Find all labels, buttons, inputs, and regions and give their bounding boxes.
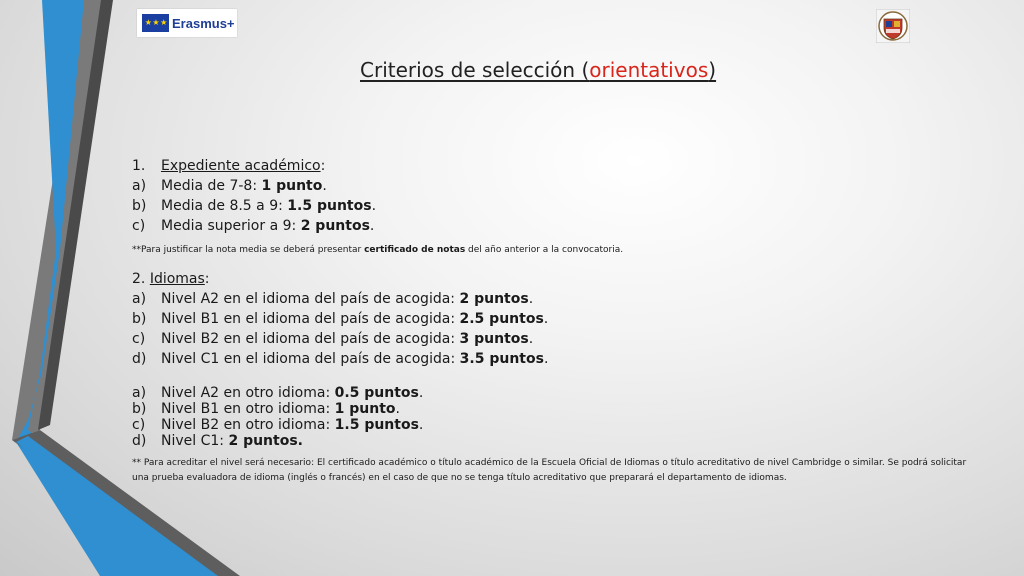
grades-note: **Para justificar la nota media se deberá presentar certificado de notas del año anterior a la convocatoria. <box>132 245 624 255</box>
list-marker: 2. <box>132 271 150 287</box>
section-suffix: : <box>320 158 326 174</box>
item-text: Media superior a 9: <box>161 218 301 234</box>
item-points: 0.5 puntos <box>334 385 419 401</box>
section-label: Expediente académico <box>161 158 321 174</box>
list-item <box>132 417 972 433</box>
item-text: Nivel A2 en el idioma del país de acogida: <box>161 291 460 307</box>
item-points: 2 puntos. <box>228 433 303 449</box>
item-tail: . <box>371 198 377 214</box>
item-text: Nivel B2 en el idioma del país de acogida: <box>161 331 460 347</box>
list-item <box>132 309 972 329</box>
item-tail: . <box>369 218 375 234</box>
list-marker: b) <box>132 311 147 327</box>
list-item <box>132 289 972 309</box>
list-item <box>132 329 972 349</box>
list-item <box>132 176 972 196</box>
page-title <box>360 58 716 82</box>
list-marker: a) <box>132 178 147 194</box>
title-accent: orientativos <box>589 58 709 82</box>
list-item <box>132 349 972 369</box>
item-tail: . <box>395 401 400 417</box>
section-suffix: : <box>204 271 210 287</box>
erasmus-plus-logo <box>137 9 237 37</box>
list-item <box>132 216 972 236</box>
item-points: 1 punto <box>261 178 323 194</box>
item-points: 2.5 puntos <box>459 311 544 327</box>
item-tail: . <box>528 291 534 307</box>
item-points: 1.5 puntos <box>334 417 419 433</box>
item-text: Nivel B2 en otro idioma: <box>161 417 335 433</box>
item-text: Nivel C1 en el idioma del país de acogida: <box>161 351 460 367</box>
item-text: Media de 8.5 a 9: <box>161 198 288 214</box>
section-heading-expediente <box>132 156 972 176</box>
item-tail: . <box>528 331 534 347</box>
list-item <box>132 433 972 449</box>
eu-flag-icon: ★ ★ ★ <box>142 14 169 32</box>
item-tail: . <box>418 385 424 401</box>
list-marker: a) <box>132 385 147 401</box>
list-marker: d) <box>132 433 147 449</box>
list-marker: 1. <box>132 158 146 174</box>
item-points: 2 puntos <box>300 218 370 234</box>
list-marker: b) <box>132 198 147 214</box>
item-points: 3 puntos <box>459 331 529 347</box>
item-tail: . <box>418 417 424 433</box>
list-item <box>132 196 972 216</box>
item-text: Nivel B1 en el idioma del país de acogida: <box>161 311 460 327</box>
list-marker: c) <box>132 331 146 347</box>
list-item <box>132 385 972 401</box>
item-text: Nivel C1: <box>161 433 229 449</box>
item-points: 1.5 puntos <box>287 198 372 214</box>
item-tail: . <box>543 311 549 327</box>
list-marker: b) <box>132 401 147 417</box>
list-marker: c) <box>132 417 146 433</box>
list-marker: a) <box>132 291 147 307</box>
section-heading-idiomas <box>132 269 972 289</box>
item-text: Nivel A2 en otro idioma: <box>161 385 335 401</box>
list-marker: d) <box>132 351 147 367</box>
list-marker: c) <box>132 218 146 234</box>
title-end: ) <box>708 58 717 82</box>
erasmus-logo-text: Erasmus+ <box>172 15 235 31</box>
title-main: Criterios de selección ( <box>360 58 590 82</box>
section-label: Idiomas <box>149 271 205 287</box>
item-tail: . <box>543 351 549 367</box>
item-tail: . <box>322 178 327 194</box>
item-points: 1 punto <box>334 401 396 417</box>
criteria-content <box>132 156 972 486</box>
item-points: 2 puntos <box>459 291 529 307</box>
school-seal-icon <box>876 9 910 43</box>
language-note-line-1: ** Para acreditar el nivel será necesario: El certificado académico o título académico de la Escuela Oficial de Idiomas o título acreditativo de nivel Cambridge o similar. Se podrá solicitar <box>132 458 967 468</box>
language-note-line-2: una prueba evaluadora de idioma (inglés o francés) en el caso de que no se tenga título acreditativo que preparará el departamento de idiomas. <box>132 473 787 483</box>
list-item <box>132 401 972 417</box>
item-points: 3.5 puntos <box>459 351 544 367</box>
item-text: Media de 7-8: <box>161 178 262 194</box>
item-text: Nivel B1 en otro idioma: <box>161 401 335 417</box>
